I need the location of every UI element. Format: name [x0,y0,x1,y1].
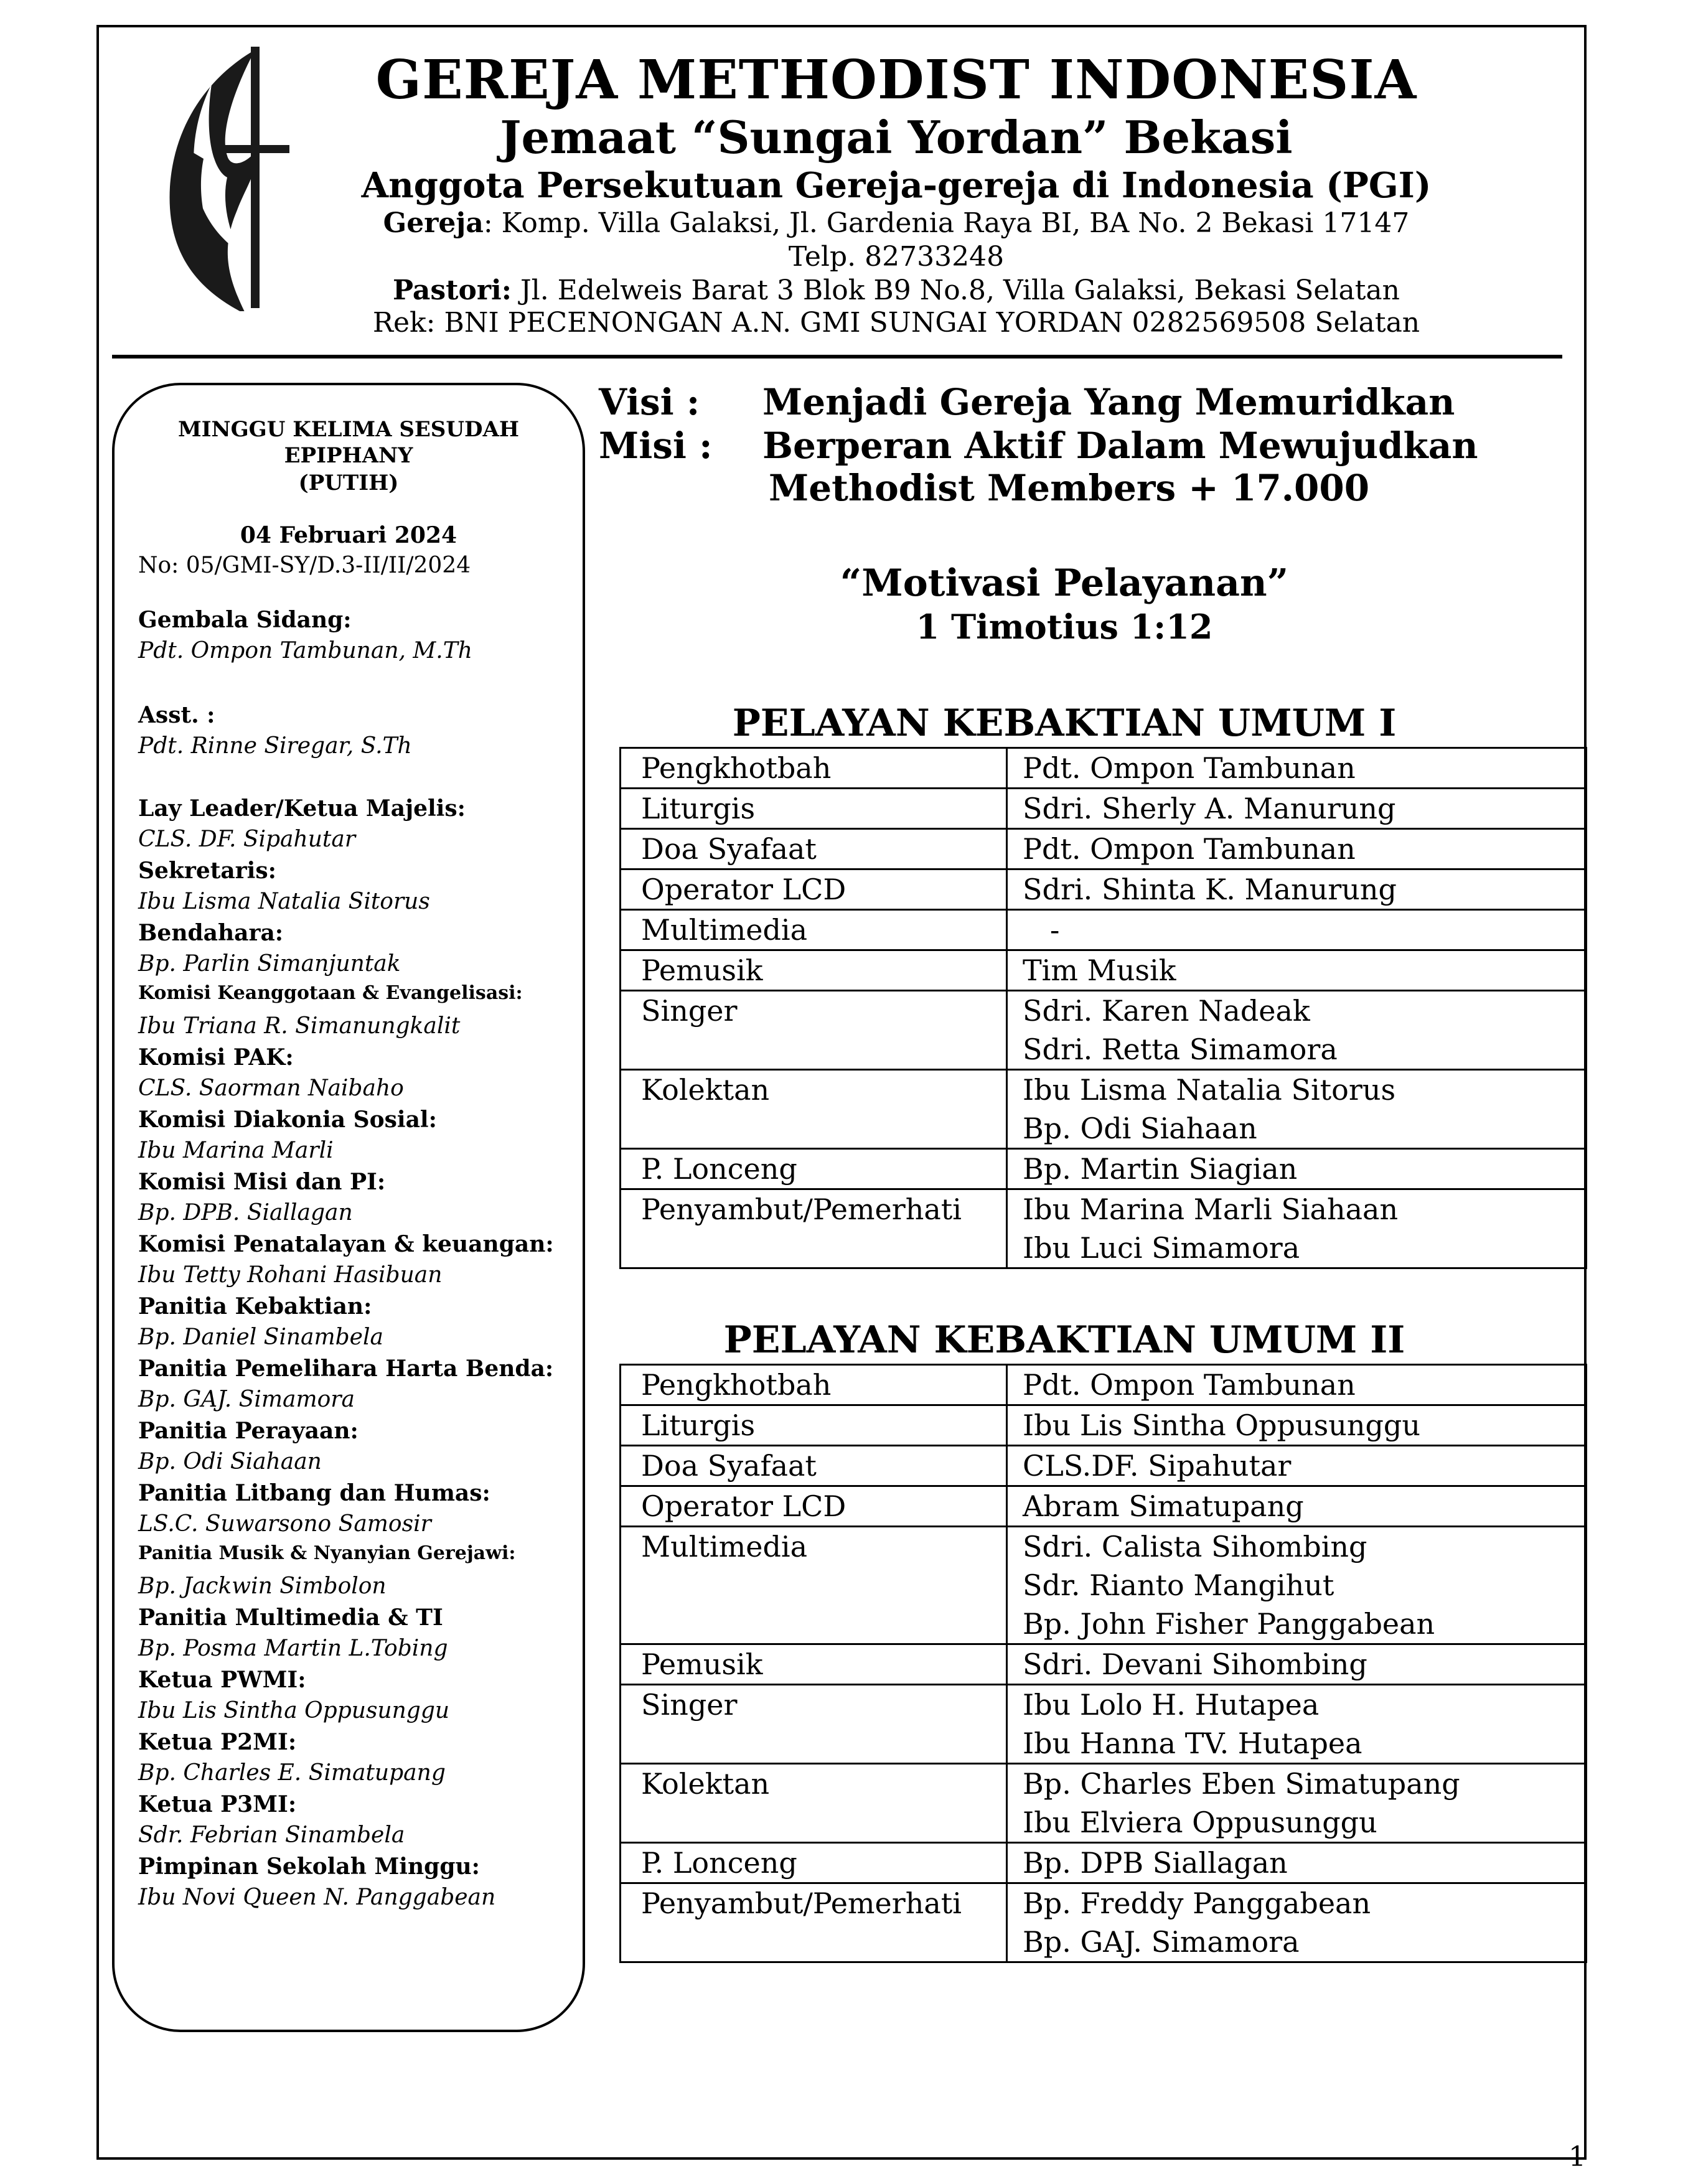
sidebar-role-name: CLS. Saorman Naibaho [138,1076,404,1101]
table-row [621,1149,1587,1189]
sidebar-role-name: Bp. Daniel Sinambela [138,1324,383,1350]
sidebar-role-label: Panitia Pemelihara Harta Benda: [138,1356,554,1382]
sidebar-role-name: Bp. DPB. Siallagan [138,1200,353,1226]
role-cell: Multimedia [621,910,1007,950]
person-name: CLS.DF. Sipahutar [1023,1449,1292,1483]
sidebar-role-name: Ibu Novi Queen N. Panggabean [138,1885,496,1910]
sidebar-role-label: Sekretaris: [138,858,276,884]
sidebar-role-label: Lay Leader/Ketua Majelis: [138,795,466,822]
person-name: Ibu Elviera Oppusunggu [1023,1806,1377,1839]
person-name: Bp. Martin Siagian [1023,1152,1298,1186]
people-cell [1007,1685,1587,1764]
person-name: Ibu Luci Simamora [1023,1231,1300,1265]
table-row [621,1486,1587,1527]
vision-text: Menjadi Gereja Yang Memuridkan [762,381,1455,423]
role-cell: Singer [621,1685,1007,1764]
role-cell: Doa Syafaat [621,1446,1007,1486]
people-cell [1007,1446,1587,1486]
person-name: Sdri. Karen Nadeak [1023,994,1310,1028]
sidebar-role-label: Asst. : [138,702,215,728]
role-cell: Liturgis [621,1405,1007,1446]
sidebar-role-name: Bp. GAJ. Simamora [138,1387,355,1412]
person-name: Sdri. Calista Sihombing [1023,1530,1367,1563]
sunday-name-line2: EPIPHANY [284,443,413,468]
sidebar-role-label: Panitia Musik & Nyanyian Gerejawi: [138,1542,516,1564]
sidebar-role-name: Bp. Parlin Simanjuntak [138,951,401,977]
sidebar-role-label: Bendahara: [138,920,284,946]
table-row [621,1764,1587,1843]
service1-table [619,747,1587,1269]
church-address-line [299,207,1494,239]
table-row [621,1365,1587,1405]
people-cell [1007,991,1587,1070]
person-name: Pdt. Ompon Tambunan [1023,1368,1356,1402]
person-name: Bp. DPB Siallagan [1023,1846,1288,1880]
table-row [621,1843,1587,1883]
person-name: Abram Simatupang [1023,1489,1304,1523]
people-cell [1007,1843,1587,1883]
sidebar-role-label: Komisi Diakonia Sosial: [138,1107,437,1133]
bank-account-line: Rek: BNI PECENONGAN A.N. GMI SUNGAI YORDAN 0282569508 Selatan [372,307,1420,339]
sidebar-role-name: Pdt. Ompon Tambunan, M.Th [138,638,472,663]
sidebar-role-name: Bp. Odi Siahaan [138,1449,322,1474]
service1-title: PELAYAN KEBAKTIAN UMUM I [732,701,1397,745]
person-name: - [1023,913,1060,947]
people-cell [1007,1764,1587,1843]
role-cell: Pengkhotbah [621,1365,1007,1405]
sidebar-role-label: Ketua P2MI: [138,1729,297,1755]
table-row [621,829,1587,869]
role-cell: Doa Syafaat [621,829,1007,869]
role-cell: Multimedia [621,1527,1007,1644]
person-name: Bp. Freddy Panggabean [1023,1886,1371,1920]
role-cell: Pemusik [621,950,1007,991]
sidebar-role-label: Komisi Penatalayan & keuangan: [138,1231,554,1257]
motto-verse: 1 Timotius 1:12 [916,607,1213,647]
role-cell: Singer [621,991,1007,1070]
table-row [621,1644,1587,1685]
parsonage-address: Jl. Edelweis Barat 3 Blok B9 No.8, Villa Galaksi, Bekasi Selatan [512,274,1400,306]
table-row [621,1405,1587,1446]
table-row [621,1189,1587,1268]
parsonage-label: Pastori: [393,274,512,306]
page-number: 1 [1568,2141,1586,2173]
person-name: Sdri. Retta Simamora [1023,1033,1338,1066]
table-row [621,950,1587,991]
people-cell [1007,1486,1587,1527]
people-cell [1007,1149,1587,1189]
people-cell [1007,1527,1587,1644]
people-cell [1007,1405,1587,1446]
people-cell [1007,748,1587,789]
table-row [621,1527,1587,1644]
church-address: : Komp. Villa Galaksi, Jl. Gardenia Raya BI, BA No. 2 Bekasi 17147 [483,207,1410,239]
role-cell: Operator LCD [621,869,1007,910]
sidebar-role-label: Pimpinan Sekolah Minggu: [138,1854,480,1880]
table-row [621,1883,1587,1962]
sidebar-role-label: Komisi Keanggotaan & Evangelisasi: [138,982,523,1004]
mission-text-line1: Berperan Aktif Dalam Mewujudkan [762,424,1478,467]
people-cell [1007,1365,1587,1405]
person-name: Ibu Lolo H. Hutapea [1023,1688,1320,1722]
membership-line: Anggota Persekutuan Gereja-gereja di Indonesia (PGI) [361,165,1432,206]
sidebar-role-label: Ketua PWMI: [138,1667,306,1693]
people-cell [1007,1189,1587,1268]
person-name: Bp. John Fisher Panggabean [1023,1607,1435,1641]
sidebar-role-name: Ibu Tetty Rohani Hasibuan [138,1262,443,1288]
vision-label: Visi : [599,381,700,423]
service2-title: PELAYAN KEBAKTIAN UMUM II [723,1318,1405,1362]
table-row [621,789,1587,829]
role-cell: P. Lonceng [621,1149,1007,1189]
person-name: Sdri. Sherly A. Manurung [1023,792,1396,825]
people-cell [1007,950,1587,991]
sidebar-role-name: Pdt. Rinne Siregar, S.Th [138,733,412,759]
person-name: Pdt. Ompon Tambunan [1023,832,1356,866]
header-divider [112,355,1562,359]
bulletin-number: No: 05/GMI-SY/D.3-II/II/2024 [138,553,471,578]
person-name: Ibu Hanna TV. Hutapea [1023,1727,1362,1760]
sunday-name-line1: MINGGU KELIMA SESUDAH [178,417,519,442]
people-cell [1007,1883,1587,1962]
sidebar-role-label: Ketua P3MI: [138,1791,297,1817]
person-name: Bp. Odi Siahaan [1023,1112,1257,1145]
sidebar-role-name: Bp. Posma Martin L.Tobing [138,1636,448,1661]
sidebar-role-label: Panitia Litbang dan Humas: [138,1480,490,1506]
church-title: GEREJA METHODIST INDONESIA [375,49,1417,111]
service2-table [619,1364,1587,1963]
cross-and-flame-icon [152,40,289,311]
sidebar-role-name: Ibu Lis Sintha Oppusunggu [138,1698,450,1723]
sidebar-role-name: Sdr. Febrian Sinambela [138,1822,405,1848]
role-cell: Operator LCD [621,1486,1007,1527]
person-name: Tim Musik [1023,954,1176,987]
sidebar-role-name: Bp. Jackwin Simbolon [138,1573,387,1599]
sidebar-role-name: CLS. DF. Sipahutar [138,827,356,852]
person-name: Ibu Marina Marli Siahaan [1023,1193,1399,1226]
people-cell [1007,1070,1587,1149]
person-name: Bp. GAJ. Simamora [1023,1925,1300,1959]
person-name: Bp. Charles Eben Simatupang [1023,1767,1460,1801]
mission-text-line2: Methodist Members + 17.000 [769,467,1370,509]
mission-label: Misi : [599,424,713,467]
people-cell [1007,1644,1587,1685]
sidebar-role-label: Panitia Perayaan: [138,1418,359,1444]
church-label: Gereja [383,207,484,239]
role-cell: Kolektan [621,1764,1007,1843]
people-cell [1007,869,1587,910]
role-cell: Liturgis [621,789,1007,829]
table-row [621,748,1587,789]
person-name: Ibu Lisma Natalia Sitorus [1023,1073,1396,1107]
sidebar-role-name: Ibu Triana R. Simanungkalit [138,1013,461,1039]
sidebar-role-label: Panitia Kebaktian: [138,1293,372,1319]
table-row [621,869,1587,910]
sidebar-role-label: Komisi PAK: [138,1044,294,1071]
table-row [621,991,1587,1070]
sidebar-role-label: Komisi Misi dan PI: [138,1169,386,1195]
person-name: Ibu Lis Sintha Oppusunggu [1023,1408,1420,1442]
table-row [621,1446,1587,1486]
bulletin-date: 04 Februari 2024 [240,522,457,548]
sidebar-role-name: Ibu Marina Marli [138,1138,334,1163]
role-cell: Kolektan [621,1070,1007,1149]
people-cell [1007,789,1587,829]
parsonage-line [299,274,1494,306]
role-cell: Penyambut/Pemerhati [621,1883,1007,1962]
liturgical-color: (PUTIH) [298,471,399,495]
table-row [621,910,1587,950]
role-cell: P. Lonceng [621,1843,1007,1883]
motto-title: “Motivasi Pelayanan” [840,561,1289,605]
role-cell: Penyambut/Pemerhati [621,1189,1007,1268]
sidebar-role-label: Panitia Multimedia & TI [138,1605,443,1631]
person-name: Pdt. Ompon Tambunan [1023,751,1356,785]
role-cell: Pemusik [621,1644,1007,1685]
people-cell [1007,910,1587,950]
sidebar-role-name: LS.C. Suwarsono Samosir [138,1511,431,1537]
person-name: Sdri. Shinta K. Manurung [1023,873,1397,906]
people-cell [1007,829,1587,869]
congregation-name: Jemaat “Sungai Yordan” Bekasi [500,111,1293,164]
sidebar-role-label: Gembala Sidang: [138,607,352,633]
phone-line: Telp. 82733248 [788,241,1005,273]
role-cell: Pengkhotbah [621,748,1007,789]
person-name: Sdr. Rianto Mangihut [1023,1568,1334,1602]
sidebar-role-name: Ibu Lisma Natalia Sitorus [138,889,430,914]
table-row [621,1070,1587,1149]
table-row [621,1685,1587,1764]
person-name: Sdri. Devani Sihombing [1023,1647,1367,1681]
sidebar-role-name: Bp. Charles E. Simatupang [138,1760,446,1786]
